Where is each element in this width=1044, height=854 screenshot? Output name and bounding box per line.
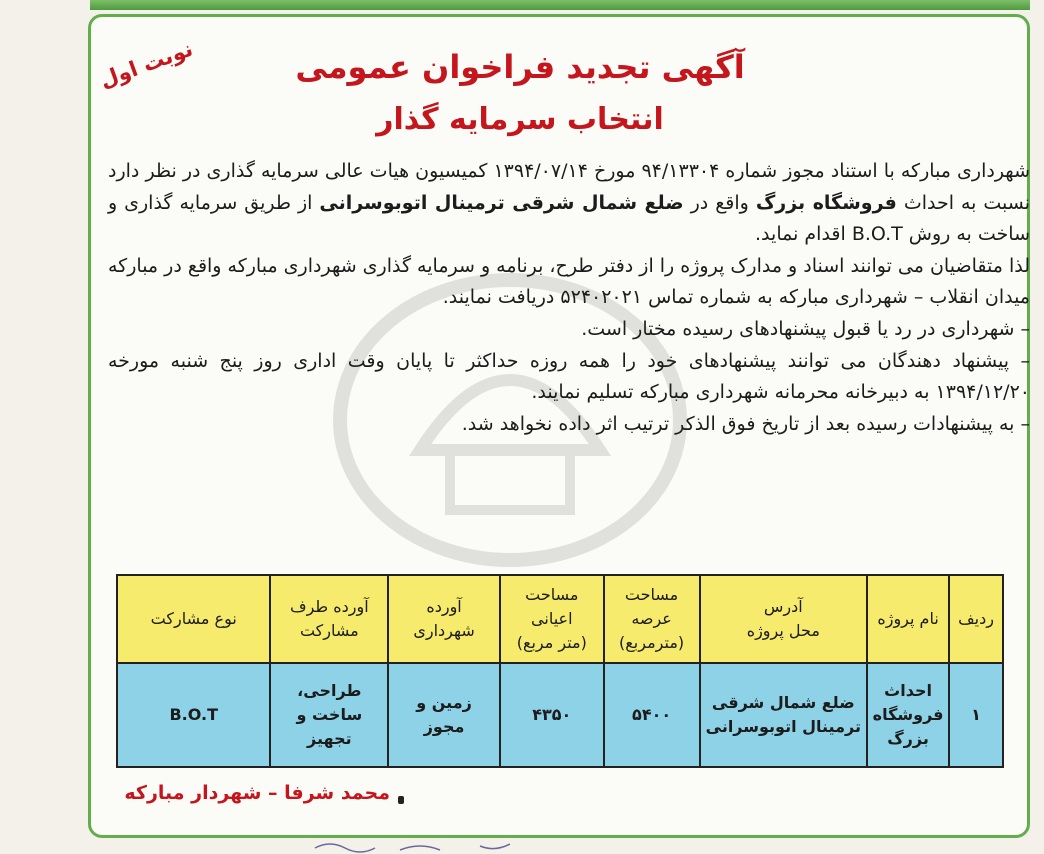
cell-partnership-type: B.O.T bbox=[117, 663, 270, 767]
handwriting-scribble-icon bbox=[310, 838, 550, 854]
cell-partner-share: طراحی، ساخت و تجهیز bbox=[270, 663, 388, 767]
bullet-item: – شهرداری در رد یا قبول پیشنهادهای رسیده مختار است. bbox=[108, 314, 1030, 346]
intro-text-part2: واقع در bbox=[683, 191, 756, 214]
top-color-strip bbox=[90, 0, 1030, 10]
notice-body bbox=[108, 156, 1030, 440]
intro-bold-location: ضلع شمال شرقی ترمینال اتوبوسرانی bbox=[319, 191, 684, 214]
table-row bbox=[117, 663, 1003, 767]
bullet-item: – پیشنهاد دهندگان می توانند پیشنهادهای خود را همه روزه حداکثر تا پایان وقت اداری روز پنج شنبه مورخه ۱۳۹۴/۱۲/۲۰ به دبیرخانه محرمانه شهرداری مبارکه تسلیم نمایند. bbox=[108, 346, 1030, 409]
header-row-no: ردیف bbox=[949, 575, 1003, 663]
header-partner-share: آورده طرف مشارکت bbox=[270, 575, 388, 663]
signature: محمد شرفا – شهردار مبارکه bbox=[124, 782, 390, 804]
cell-land-area: ۵۴۰۰ bbox=[604, 663, 700, 767]
intro-text-part3: از طریق سرمایه گذاری و ساخت به روش B.O.T اقدام نماید. bbox=[108, 191, 1030, 246]
documents-paragraph: لذا متقاضیان می توانند اسناد و مدارک پروژه را از دفتر طرح، برنامه و سرمایه گذاری شهرداری مبارکه واقع در مبارکه میدان انقلاب – شهرداری مبارکه به شماره تماس ۵۲۴۰۲۰۲۱ دریافت نمایند. bbox=[108, 254, 1030, 309]
intro-paragraph bbox=[108, 156, 1030, 251]
notice-subtitle: انتخاب سرمایه گذار bbox=[376, 102, 664, 137]
cell-address: ضلع شمال شرقی ترمینال اتوبوسرانی bbox=[700, 663, 868, 767]
intro-bold-project: فروشگاه بزرگ bbox=[755, 191, 897, 214]
ink-mark bbox=[398, 796, 404, 804]
project-table bbox=[116, 574, 1004, 768]
cell-building-area: ۴۳۵۰ bbox=[500, 663, 604, 767]
header-address: آدرس محل پروژه bbox=[700, 575, 868, 663]
cell-row-no: ۱ bbox=[949, 663, 1003, 767]
cell-municipality-share: زمین و مجوز bbox=[388, 663, 500, 767]
header-partnership-type: نوع مشارکت bbox=[117, 575, 270, 663]
header-land-area: مساحت عرصه (مترمربع) bbox=[604, 575, 700, 663]
header-project-name: نام پروژه bbox=[867, 575, 949, 663]
table-header-row bbox=[117, 575, 1003, 663]
intro-text-part1: شهرداری مبارکه با استناد مجوز شماره ۹۴/۱۳۳۰۴ مورخ ۱۳۹۴/۰۷/۱۴ کمیسیون هیات عالی سرمایه گذاری در نظر دارد نسبت به احداث bbox=[108, 160, 1031, 214]
notice-title: آگهی تجدید فراخوان عمومی bbox=[295, 48, 745, 86]
cell-project-name: احداث فروشگاه بزرگ bbox=[867, 663, 949, 767]
round-badge: نوبت اول bbox=[96, 36, 196, 93]
header-building-area: مساحت اعیانی (متر مربع) bbox=[500, 575, 604, 663]
bullet-item: – به پیشنهادات رسیده بعد از تاریخ فوق الذکر ترتیب اثر داده نخواهد شد. bbox=[108, 409, 1030, 441]
header-municipality-share: آورده شهرداری bbox=[388, 575, 500, 663]
